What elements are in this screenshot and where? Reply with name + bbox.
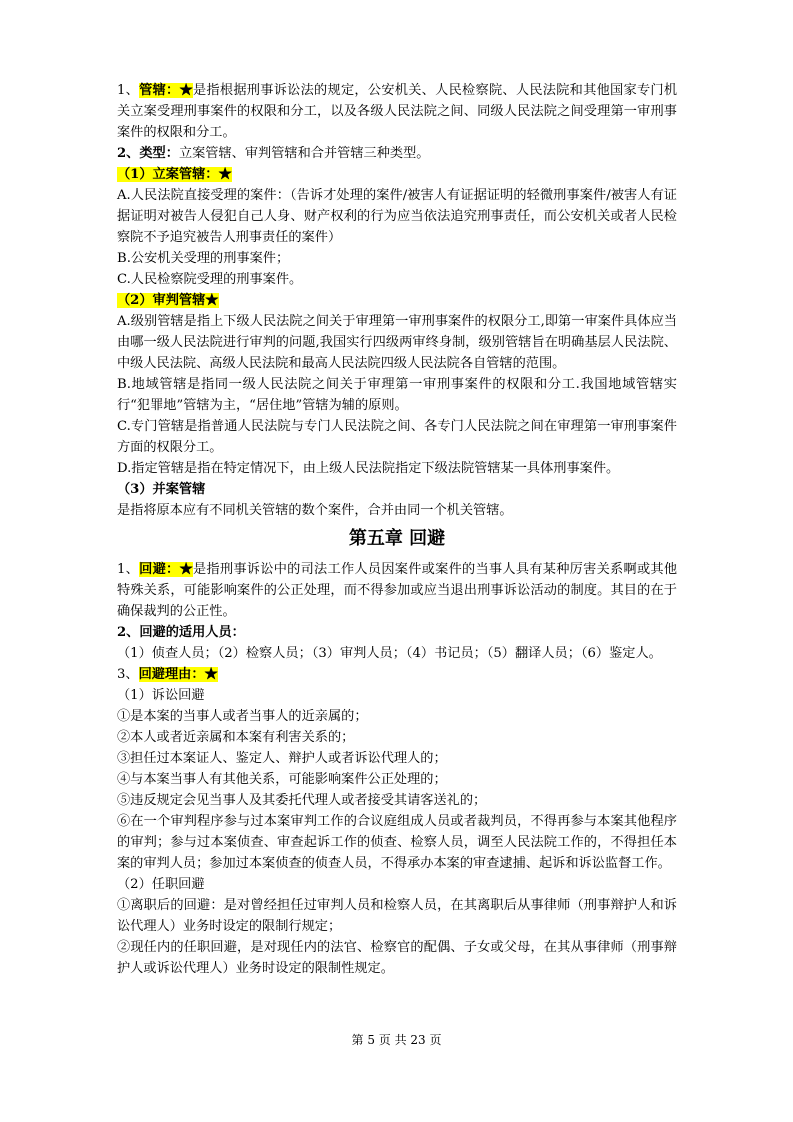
term-avoidance: 回避：★ [139, 562, 193, 577]
trial-item-c: C.专门管辖是指普通人民法院与专门人民法院之间、各专门人民法院之间在审理第一审刑事案件方面的权限分工。 [117, 419, 677, 455]
office-avoidance-heading: （2）任职回避 [117, 877, 205, 892]
filing-jurisdiction-heading: （1）立案管辖：★ [117, 167, 232, 182]
trial-item-b: B.地域管辖是指同一级人民法院之间关于审理第一审刑事案件的权限和分工.我国地域管辖实行“犯罪地”管辖为主，“居住地”管辖为辅的原则。 [117, 377, 677, 413]
list-item: ⑤违反规定会见当事人及其委托代理人或者接受其请客送礼的； [117, 793, 487, 808]
jurisdiction-definition [117, 80, 677, 143]
avoidance-reasons-heading: 3、回避理由：★ [117, 667, 218, 682]
chapter-title: 第五章 回避 [348, 528, 446, 549]
merged-jurisdiction-heading: （3）并案管辖 [117, 482, 206, 497]
definition-text: 是指根据刑事诉讼法的规定，公安机关、人民检察院、人民法院和其他国家专门机关立案受理刑事案件的权限和分工，以及各级人民法院之间、同级人民法院之间受理第一审刑事案件的权限和分工。 [117, 83, 678, 140]
filing-item-a: A.人民法院直接受理的案件：（告诉才处理的案件/被害人有证据证明的轻微刑事案件/被害人有证据证明对被告人侵犯自己人身、财产权利的行为应当依法追究刑事责任，而公安机关或者人民检察院不予追究被告人刑事责任的案件） [117, 188, 677, 245]
filing-item-c: C.人民检察院受理的刑事案件。 [117, 272, 303, 287]
list-item: ④与本案当事人有其他关系，可能影响案件公正处理的； [117, 772, 447, 787]
list-item: ①是本案的当事人或者当事人的近亲属的； [117, 709, 368, 724]
star-icon: ★ [179, 562, 193, 577]
trial-jurisdiction-heading: （2）审判管辖★ [117, 293, 219, 308]
trial-item-a: A.级别管辖是指上下级人民法院之间关于审理第一审刑事案件的权限分工,即第一审案件具体应当由哪一级人民法院进行审判的问题,我国实行四级两审终身制，级别管辖旨在明确基层人民法院、中级人民法院、高级人民法院和最高人民法院四级人民法院各自管辖的范围。 [117, 314, 677, 371]
avoidance-definition: 1、回避：★是指刑事诉讼中的司法工作人员因案件或案件的当事人具有某种厉害关系啊或其他特殊关系，可能影响案件的公正处理，而不得参加或应当退出刑事诉讼活动的制度。其目的在于确保裁判的公正性。 [117, 562, 678, 619]
page-footer: 第 5 页 共 23 页 [351, 1033, 442, 1047]
jurisdiction-types: 2、类型：立案管辖、审判管辖和合并管辖三种类型。 [117, 146, 430, 161]
applicable-persons-text: （1）侦查人员；（2）检察人员；（3）审判人员；（4）书记员；（5）翻译人员；（6）鉴定人。 [117, 646, 662, 661]
document-body [117, 80, 677, 979]
star-icon: ★ [204, 667, 218, 682]
list-item: ②本人或者近亲属和本案有利害关系的； [117, 730, 355, 745]
filing-item-b: B.公安机关受理的刑事案件； [117, 251, 290, 266]
term-reasons: 回避理由：★ [138, 667, 218, 682]
list-item: ②现任内的任职回避，是对现任内的法官、检察官的配偶、子女或父母，在其从事律师（刑事辩护人或诉讼代理人）业务时设定的限制性规定。 [117, 940, 677, 976]
star-icon: ★ [179, 83, 193, 98]
litigation-avoidance-heading: （1）诉讼回避 [117, 688, 205, 703]
types-label: 2、类型 [117, 146, 166, 161]
merged-jurisdiction-text: 是指将原本应有不同机关管辖的数个案件，合并由同一个机关管辖。 [117, 503, 513, 518]
term-jurisdiction: 管辖：★ [139, 83, 193, 98]
list-item: ③担任过本案证人、鉴定人、辩护人或者诉讼代理人的； [117, 751, 447, 766]
applicable-persons-heading: 2、回避的适用人员： [117, 625, 245, 640]
trial-item-d: D.指定管辖是指在特定情况下，由上级人民法院指定下级法院管辖某一具体刑事案件。 [117, 461, 620, 476]
list-item: ⑥在一个审判程序参与过本案审判工作的合议庭组成人员或者裁判员，不得再参与本案其他程序的审判；参与过本案侦查、审查起诉工作的侦查、检察人员，调至人民法院工作的，不得担任本案的审判人员；参加过本案侦查的侦查人员，不得承办本案的审查逮捕、起诉和诉讼监督工作。 [117, 814, 677, 871]
list-item: ①离职后的回避：是对曾经担任过审判人员和检察人员，在其离职后从事律师（刑事辩护人和诉讼代理人）业务时设定的限制行规定； [117, 898, 677, 934]
section-number: 1、 [117, 83, 140, 98]
types-text: 立案管辖、审判管辖和合并管辖三种类型。 [178, 146, 430, 161]
